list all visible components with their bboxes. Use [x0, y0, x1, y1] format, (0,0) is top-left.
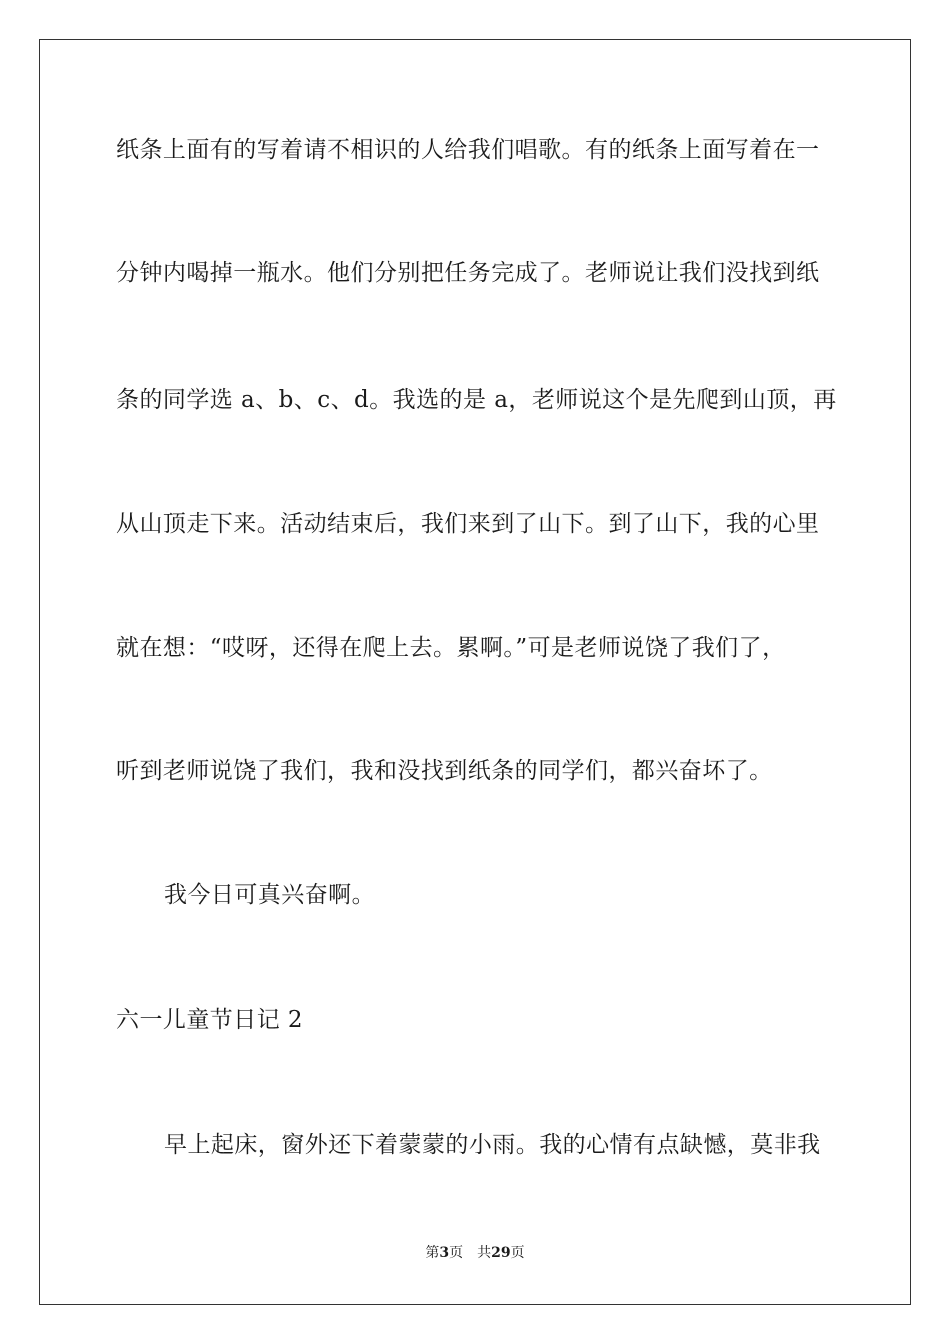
- total-label-prefix: 共: [477, 1245, 492, 1261]
- page-label-suffix: 页: [449, 1245, 464, 1261]
- body-text-line: 就在想：“哎呀，还得在爬上去。累啊。”可是老师说饶了我们了，: [116, 635, 786, 661]
- body-text-line: 从山顶走下来。活动结束后，我们来到了山下。到了山下，我的心里: [116, 511, 820, 537]
- page-footer: [0, 1244, 950, 1262]
- total-pages: 29: [491, 1245, 511, 1261]
- page-label-prefix: 第: [425, 1245, 440, 1261]
- body-text-line: 分钟内喝掉一瓶水。他们分别把任务完成了。老师说让我们没找到纸: [116, 260, 820, 286]
- total-label-suffix: 页: [510, 1245, 525, 1261]
- body-text-line: 条的同学选 a、b、c、d。我选的是 a，老师说这个是先爬到山顶，再: [116, 387, 837, 413]
- paragraph-line-indented: 早上起床，窗外还下着蒙蒙的小雨。我的心情有点缺憾，莫非我: [164, 1132, 821, 1158]
- body-text-line: 纸条上面有的写着请不相识的人给我们唱歌。有的纸条上面写着在一: [116, 137, 820, 163]
- section-heading: 六一儿童节日记 2: [116, 1007, 303, 1033]
- page-number: 3: [439, 1245, 450, 1261]
- page-border: [39, 39, 911, 1305]
- body-text-line: 听到老师说饶了我们，我和没找到纸条的同学们，都兴奋坏了。: [116, 758, 773, 784]
- paragraph-line-indented: 我今日可真兴奋啊。: [164, 882, 376, 908]
